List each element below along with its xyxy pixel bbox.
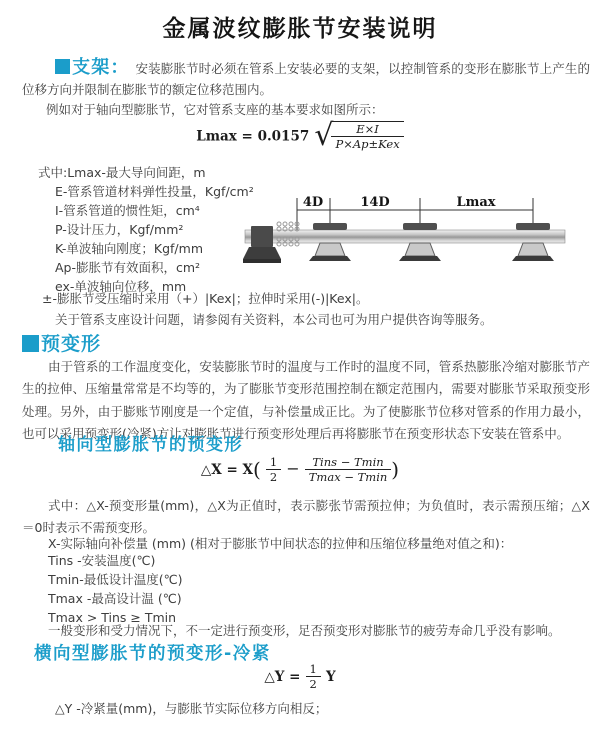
section-square-icon	[22, 335, 39, 352]
predeform-paragraph: 由于管系的工作温度变化，安装膨胀节时的温度与工作时的温度不同，管系热膨胀冷缩对膨胀节产生的拉伸、压缩量常常是不均等的，为了膨胀节变形范围控制在额定范围内，需要对膨胀节采取预变形处理。另外，由于膨账节刚度是一个定值，与补偿量成正比。为了使膨胀节位移对管系的作用力最小，也可以采用预变形(冷紧)方让对膨胀节进行预变形处理后再将膨胀节在预变形状态下安装在管系中。	[22, 359, 590, 441]
pipe	[245, 230, 565, 243]
definition-line: Ap-膨胀节有效面积，cm²	[55, 260, 201, 275]
predeform-heading-text: 预变形	[41, 333, 102, 355]
definition-line: E-管系管道材料弹性投量，Kgf/cm²	[55, 184, 254, 199]
definition-line: ex-单波轴向位移，mm	[55, 279, 187, 294]
lmax-formula-lhs: Lmax = 0.0157	[196, 128, 310, 145]
half-denominator: 2	[309, 677, 317, 691]
definition-line: 式中:Lmax-最大导向间距，m	[38, 165, 206, 180]
axial-note-line: 一般变形和受力情况下，不一定进行预变形，足否预变形对膨胀节的疲劳寿命几乎没有影响。	[48, 623, 561, 638]
half-numerator: 1	[266, 455, 281, 470]
service-note: 关于管系支座设计问题，请参阅有关资料，本公司也可为用户提供咨询等服务。	[55, 312, 493, 327]
one-half-fraction	[266, 455, 281, 484]
lateral-subsection-heading: 横向型膨胀节的预变形-冷紧	[34, 644, 271, 664]
temperature-fraction	[305, 455, 392, 484]
axial-explain-paragraph: 式中：△X-预变形量(mm)，△X为正值时，表示膨张节需预拉伸；为负值时，表示需预压缩；△X＝0时表示不需预变形。	[22, 498, 590, 535]
pipe-support-diagram	[243, 193, 588, 288]
support-intro-text: 安装膨胀节时必须在管系上安装必要的支架，以控制管系的变形在膨胀节上产生的位移方向并限制在膨胀节的额定位移范围内。	[22, 61, 590, 97]
lmax-formula-numerator: E×I	[331, 122, 403, 137]
temp-line: Tmax -最高设计温 (℃)	[48, 591, 182, 606]
sqrt-radicand	[331, 121, 403, 151]
definition-line: I-管系管道的惯性矩，cm⁴	[55, 203, 200, 218]
x-definition-line: X-实际轴向补偿量 (mm) (相对于膨胀节中间状态的拉伸和压缩位移量绝对值之和)：	[48, 536, 513, 551]
plus-minus-note: ±-膨胀节受压缩时采用（+）|Kex|；拉伸时采用(-)|Kex|。	[42, 291, 369, 306]
temperature-definitions	[48, 551, 183, 627]
dim-label-4d: 4D	[302, 195, 324, 210]
axial-subsection-heading: 轴向型膨胀节的预变形	[58, 435, 243, 455]
sqrt-icon: √	[314, 118, 334, 153]
temp-denominator: Tmax − Tmin	[308, 470, 388, 484]
left-paren: (	[252, 457, 261, 482]
temp-line: Tmax > Tins ≥ Tmin	[48, 610, 177, 625]
definition-line: P-设计压力，Kgf/mm²	[55, 222, 184, 237]
support-paragraph	[22, 57, 590, 100]
one-half-fraction	[306, 662, 321, 691]
half-numerator: 1	[306, 662, 321, 677]
support-section-heading: 支架：	[72, 57, 130, 78]
lateral-note-line: △Y -冷紧量(mm)，与膨胀节实际位移方向相反；	[55, 701, 328, 716]
lmax-formula-denominator: P×Ap±Kex	[335, 137, 400, 151]
lateral-formula-rhs: Y	[325, 669, 336, 685]
lmax-formula	[0, 118, 600, 153]
support-example-line: 例如对于轴向型膨胀节，它对管系支座的基本要求如图所示：	[46, 102, 384, 117]
formula-definitions-list	[38, 163, 254, 296]
definition-line: K-单波轴向刚度；Kgf/mm	[55, 241, 203, 256]
temp-line: Tins -安装温度(℃)	[48, 553, 156, 568]
temp-line: Tmin-最低设计温度(℃)	[48, 572, 183, 587]
dim-label-14d: 14D	[360, 195, 390, 210]
predeform-section-heading	[22, 329, 101, 356]
page-title: 金属波纹膨胀节安装说明	[162, 16, 438, 42]
section-square-icon	[55, 59, 70, 74]
minus-sign: −	[286, 459, 300, 478]
axial-formula-lhs: △X = X	[200, 462, 253, 478]
half-denominator: 2	[269, 470, 278, 484]
dim-label-lmax: Lmax	[456, 195, 496, 210]
lateral-formula-lhs: △Y =	[264, 669, 301, 685]
right-paren: )	[391, 457, 400, 482]
lateral-formula	[0, 662, 600, 691]
temp-numerator: Tins − Tmin	[305, 455, 392, 470]
axial-formula	[0, 455, 600, 484]
